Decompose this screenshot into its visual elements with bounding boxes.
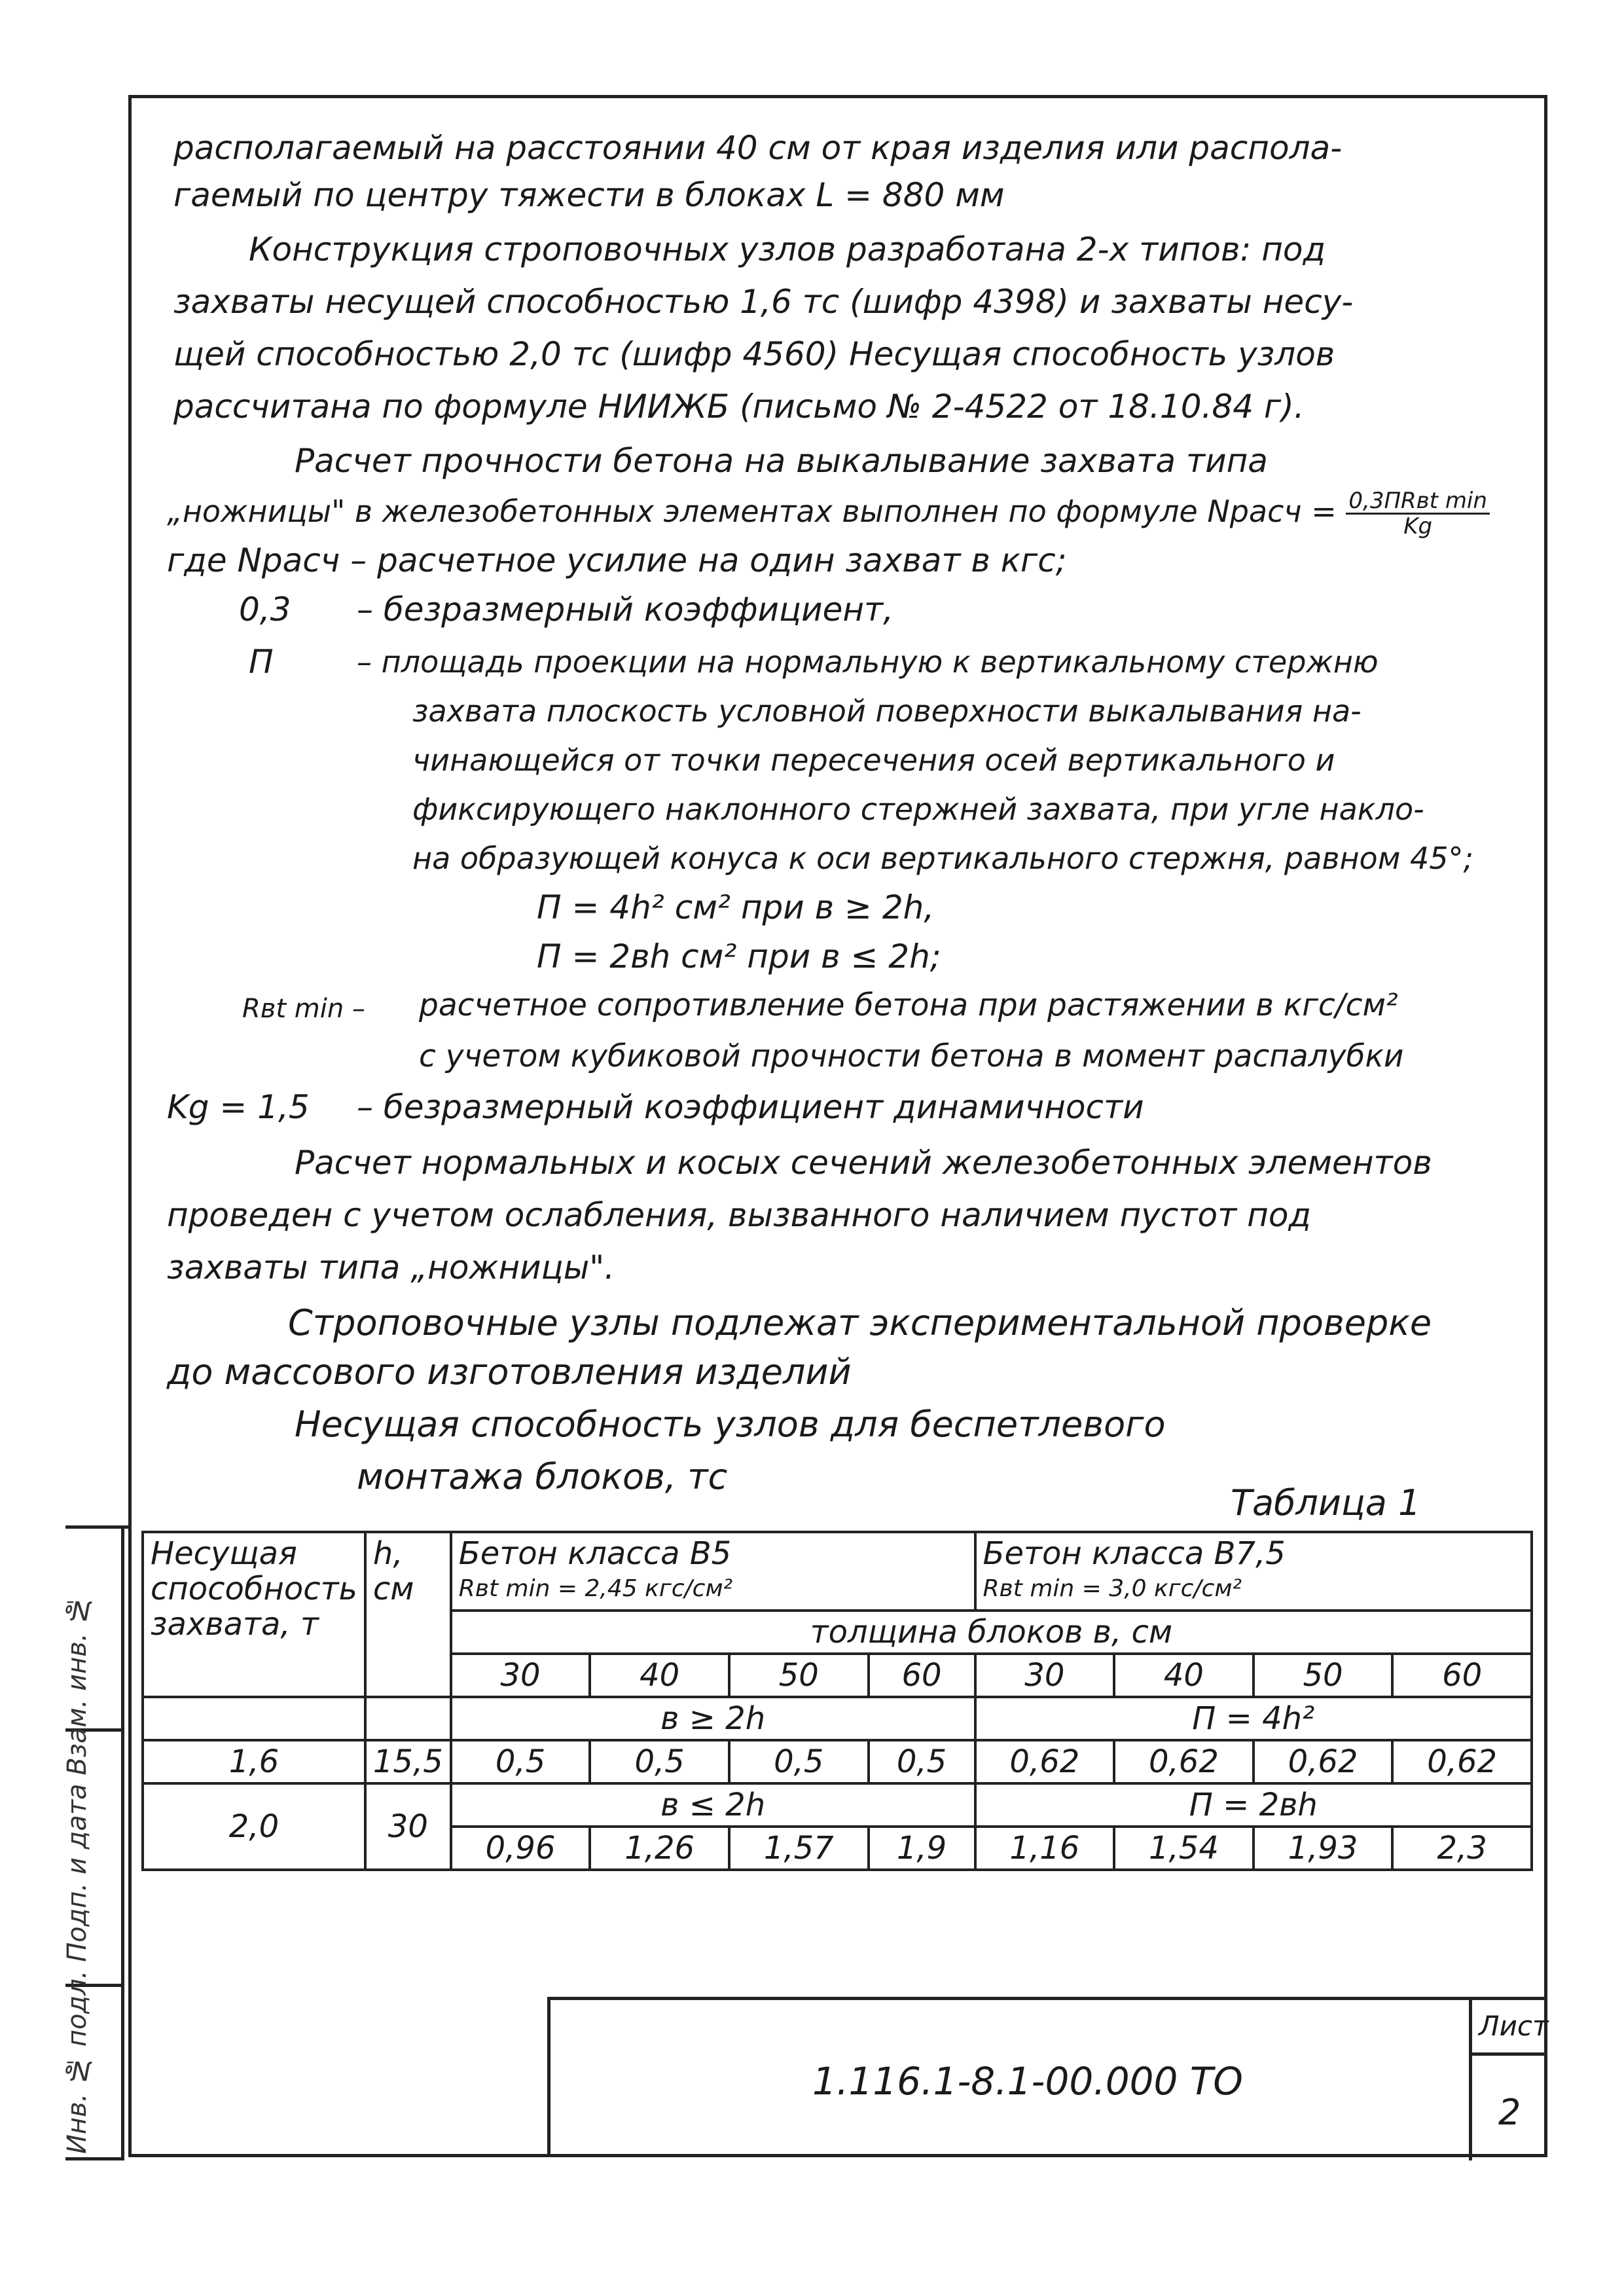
col-thickness: 60: [1392, 1654, 1532, 1697]
condition-left: в ≥ 2h: [451, 1697, 975, 1740]
concrete-b75-r: Rвt min = 3,0 кгс/см²: [983, 1575, 1242, 1602]
table-cell: 1,57: [729, 1827, 869, 1870]
concrete-b5-label: Бетон класса В5: [458, 1535, 732, 1572]
table-cell: 0,62: [1114, 1740, 1254, 1783]
sheet-box: [1469, 2000, 1547, 2160]
text-line: рассчитана по формуле НИИЖБ (письмо № 2-4522 от 18.10.84 г).: [173, 388, 1305, 426]
capacity-table: [141, 1531, 1533, 1871]
text-line: захваты несущей способностью 1,6 тс (шифр 4398) и захваты несу-: [173, 283, 1354, 321]
text-line: Несущая способность узлов для беспетлевого: [295, 1404, 1166, 1445]
formula-fraction: [1346, 489, 1490, 538]
text-line: проведен с учетом ослабления, вызванного наличием пустот под: [167, 1196, 1311, 1234]
text-line: располагаемый на расстоянии 40 см от края изделия или распола-: [173, 129, 1343, 167]
text-line: – площадь проекции на нормальную к вертикальному стержню: [357, 644, 1379, 680]
text-line: расчетное сопротивление бетона при растяжении в кгс/см²: [419, 987, 1398, 1023]
formula-denominator: Kg: [1403, 513, 1433, 539]
text-line: захвата плоскость условной поверхности выкалывания на-: [412, 693, 1362, 729]
table-cell: 1,16: [975, 1827, 1115, 1870]
document-code: 1.116.1-8.1-00.000 ТО: [812, 2059, 1243, 2104]
table-cell: 0,62: [975, 1740, 1115, 1783]
text-line: Строповочные узлы подлежат экспериментальной проверке: [288, 1302, 1432, 1343]
table-cell: 1,54: [1114, 1827, 1254, 1870]
formula-numerator: 0,3ПRвt min: [1346, 489, 1490, 515]
text-line: щей способностью 2,0 тс (шифр 4560) Несущая способность узлов: [173, 335, 1335, 373]
col-thickness: 50: [729, 1654, 869, 1697]
text-line: с учетом кубиковой прочности бетона в момент распалубки: [419, 1038, 1404, 1074]
header-h: h, см: [365, 1532, 451, 1697]
divider: [1472, 2052, 1547, 2056]
text-line: Расчет прочности бетона на выкалывание захвата типа: [295, 442, 1268, 480]
table-cell: 0,62: [1392, 1740, 1532, 1783]
header-capacity: Несущая способность захвата, т: [143, 1532, 365, 1697]
text-line: чинающейся от точки пересечения осей вертикального и: [412, 742, 1335, 778]
symbol: Rвt min –: [242, 994, 365, 1024]
table-cell: 2,3: [1392, 1827, 1532, 1870]
table-cell: 0,5: [869, 1740, 975, 1783]
table-cell: 1,26: [590, 1827, 729, 1870]
table-cell: 0,62: [1254, 1740, 1393, 1783]
concrete-b75-label: Бетон класса В7,5: [983, 1535, 1286, 1572]
header-thickness: толщина блоков в, см: [451, 1611, 1532, 1654]
table-cell: 0,96: [451, 1827, 590, 1870]
col-thickness: 40: [590, 1654, 729, 1697]
formula-line: П = 2вh см² при в ≤ 2h;: [537, 938, 941, 975]
row-h: 15,5: [365, 1740, 451, 1783]
col-thickness: 50: [1254, 1654, 1393, 1697]
concrete-b5-r: Rвt min = 2,45 кгс/см²: [458, 1575, 733, 1602]
symbol: Kg = 1,5: [167, 1088, 310, 1126]
symbol: П: [249, 643, 274, 681]
table-cell: 1,9: [869, 1827, 975, 1870]
title-block: [547, 1997, 1547, 2157]
formula-line: П = 4h² см² при в ≥ 2h,: [537, 888, 935, 926]
sheet-label: Лист: [1479, 2010, 1549, 2042]
side-strip-text: Инв. № подл. Подп. и дата Взам. инв. №: [62, 1594, 92, 2154]
text-line: – безразмерный коэффициент,: [357, 591, 894, 629]
col-thickness: 60: [869, 1654, 975, 1697]
row-capacity: 1,6: [143, 1740, 365, 1783]
formula-lead: „ножницы" в железобетонных элементах выполнен по формуле Nрасч =: [167, 494, 1337, 529]
empty-cell: [143, 1697, 365, 1740]
col-thickness: 30: [451, 1654, 590, 1697]
row-capacity: 2,0: [143, 1783, 365, 1870]
table-cell: 1,93: [1254, 1827, 1393, 1870]
header-concrete-b75: [975, 1532, 1532, 1611]
symbol: 0,3: [239, 591, 291, 629]
text-line: Конструкция строповочных узлов разработана 2-х типов: под: [249, 230, 1326, 268]
text-line: монтажа блоков, тс: [357, 1456, 728, 1497]
table-title: Таблица 1: [1231, 1482, 1421, 1523]
text-line: фиксирующего наклонного стержней захвата, при угле накло-: [412, 792, 1424, 827]
text-line: [167, 488, 1490, 538]
condition-left: в ≤ 2h: [451, 1783, 975, 1827]
table-cell: 0,5: [451, 1740, 590, 1783]
condition-right: П = 4h²: [975, 1697, 1532, 1740]
row-h: 30: [365, 1783, 451, 1870]
text-line: гаемый по центру тяжести в блоках L = 880 мм: [173, 176, 1005, 214]
text-line: захваты типа „ножницы".: [167, 1248, 615, 1286]
text-line: до массового изготовления изделий: [167, 1351, 852, 1393]
empty-cell: [365, 1697, 451, 1740]
text-line: Расчет нормальных и косых сечений железобетонных элементов: [295, 1144, 1432, 1182]
col-thickness: 30: [975, 1654, 1115, 1697]
sheet-number: 2: [1498, 2092, 1521, 2133]
text-line: где Nрасч – расчетное усилие на один захват в кгс;: [167, 541, 1067, 579]
text-line: – безразмерный коэффициент динамичности: [357, 1088, 1144, 1126]
condition-right: П = 2вh: [975, 1783, 1532, 1827]
text-line: на образующей конуса к оси вертикального стержня, равном 45°;: [412, 841, 1474, 876]
table-cell: 0,5: [590, 1740, 729, 1783]
col-thickness: 40: [1114, 1654, 1254, 1697]
table-cell: 0,5: [729, 1740, 869, 1783]
header-concrete-b5: [451, 1532, 975, 1611]
